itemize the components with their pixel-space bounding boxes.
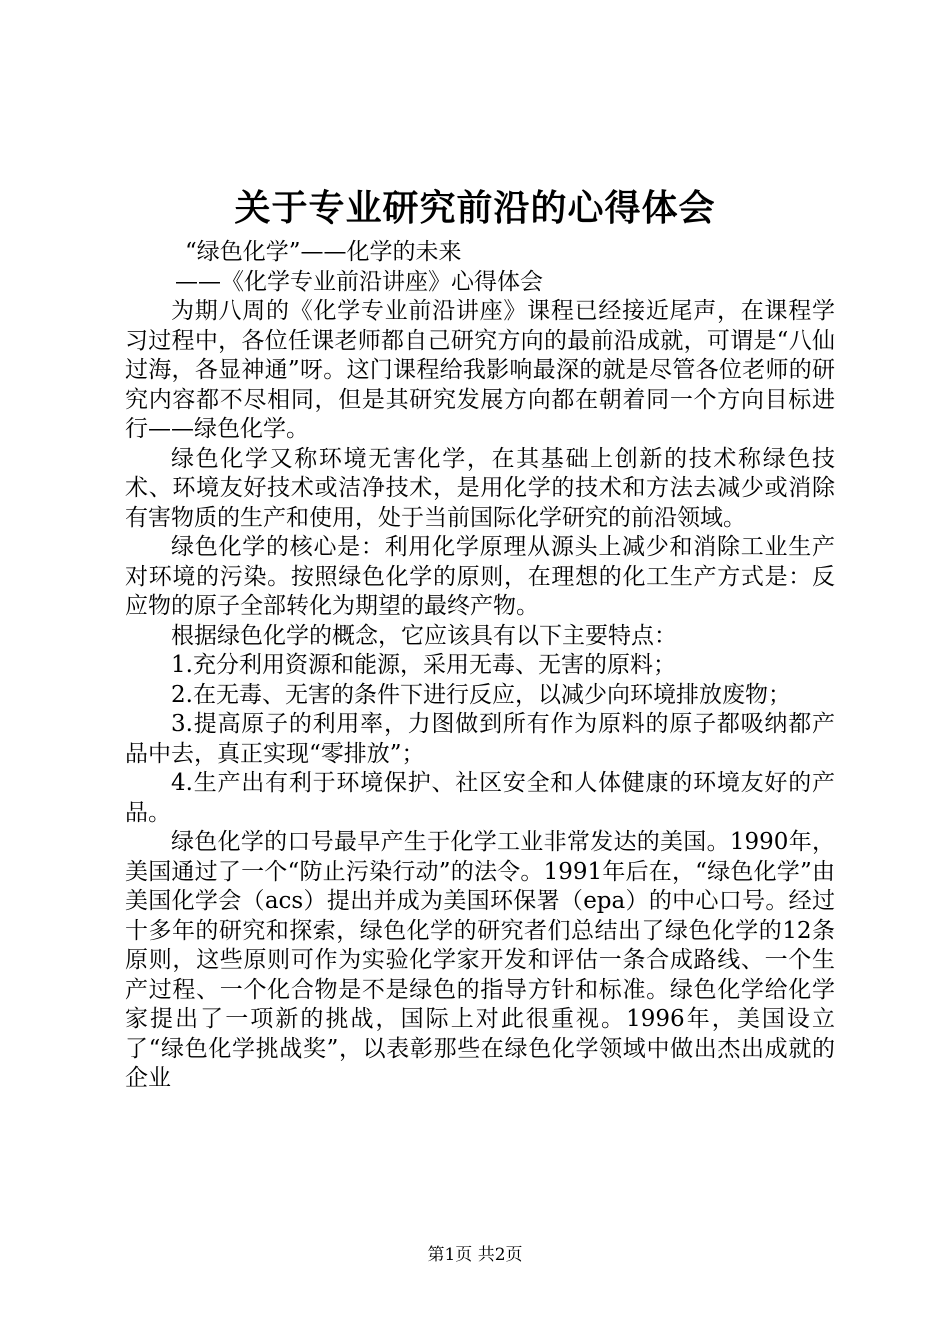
document-body: [125, 238, 835, 1094]
paragraph-core: 绿色化学的核心是：利用化学原理从源头上减少和消除工业生产对环境的污染。按照绿色化学的原则，在理想的化工生产方式是：反应物的原子全部转化为期望的最终产物。: [125, 534, 835, 619]
list-item-3: 3.提高原子的利用率，力图做到所有作为原料的原子都吸纳都产品中去，真正实现“零排放”；: [125, 711, 835, 767]
paragraph-definition: 绿色化学又称环境无害化学，在其基础上创新的技术称绿色技术、环境友好技术或洁净技术，是用化学的技术和方法去减少或消除有害物质的生产和使用，处于当前国际化学研究的前沿领域。: [125, 445, 835, 531]
paragraph-features-intro: 根据绿色化学的概念，它应该具有以下主要特点：: [171, 622, 677, 649]
paragraph-history: 绿色化学的口号最早产生于化学工业非常发达的美国。1990年，美国通过了一个“防止污染行动”的法令。1991年后在，“绿色化学”由美国化学会（acs）提出并成为美国环保署（epa）的中心口号。经过十多年的研究和探索，绿色化学的研究者们总结出了绿色化学的12条原则，这些原则可作为实验化学家开发和评估一条合成路线、一个生产过程、一个化合物是不是绿色的指导方针和标准。绿色化学给化学家提出了一项新的挑战，国际上对此很重视。1996年，美国设立了“绿色化学挑战奖”，以表彰那些在绿色化学领域中做出杰出成就的企业: [125, 829, 835, 1091]
page-footer: 第1页 共2页: [427, 1245, 523, 1265]
subtitle-primary: “绿色化学”——化学的未来: [185, 239, 462, 265]
paragraph-intro: 为期八周的《化学专业前沿讲座》课程已经接近尾声，在课程学习过程中，各位任课老师都自己研究方向的最前沿成就，可谓是“八仙过海，各显神通”呀。这门课程给我影响最深的就是尽管各位老师的研究内容都不尽相同，但是其研究发展方向都在朝着同一个方向目标进行——绿色化学。: [125, 298, 835, 442]
subtitle-secondary: ——《化学专业前沿讲座》心得体会: [175, 268, 543, 295]
document-title: 关于专业研究前沿的心得体会: [234, 187, 716, 229]
list-item-2: 2.在无毒、无害的条件下进行反应，以减少向环境排放废物；: [171, 681, 791, 708]
list-item-4: 4.生产出有利于环境保护、社区安全和人体健康的环境友好的产品。: [125, 770, 835, 826]
list-item-1: 1.充分利用资源和能源，采用无毒、无害的原料；: [171, 652, 676, 678]
